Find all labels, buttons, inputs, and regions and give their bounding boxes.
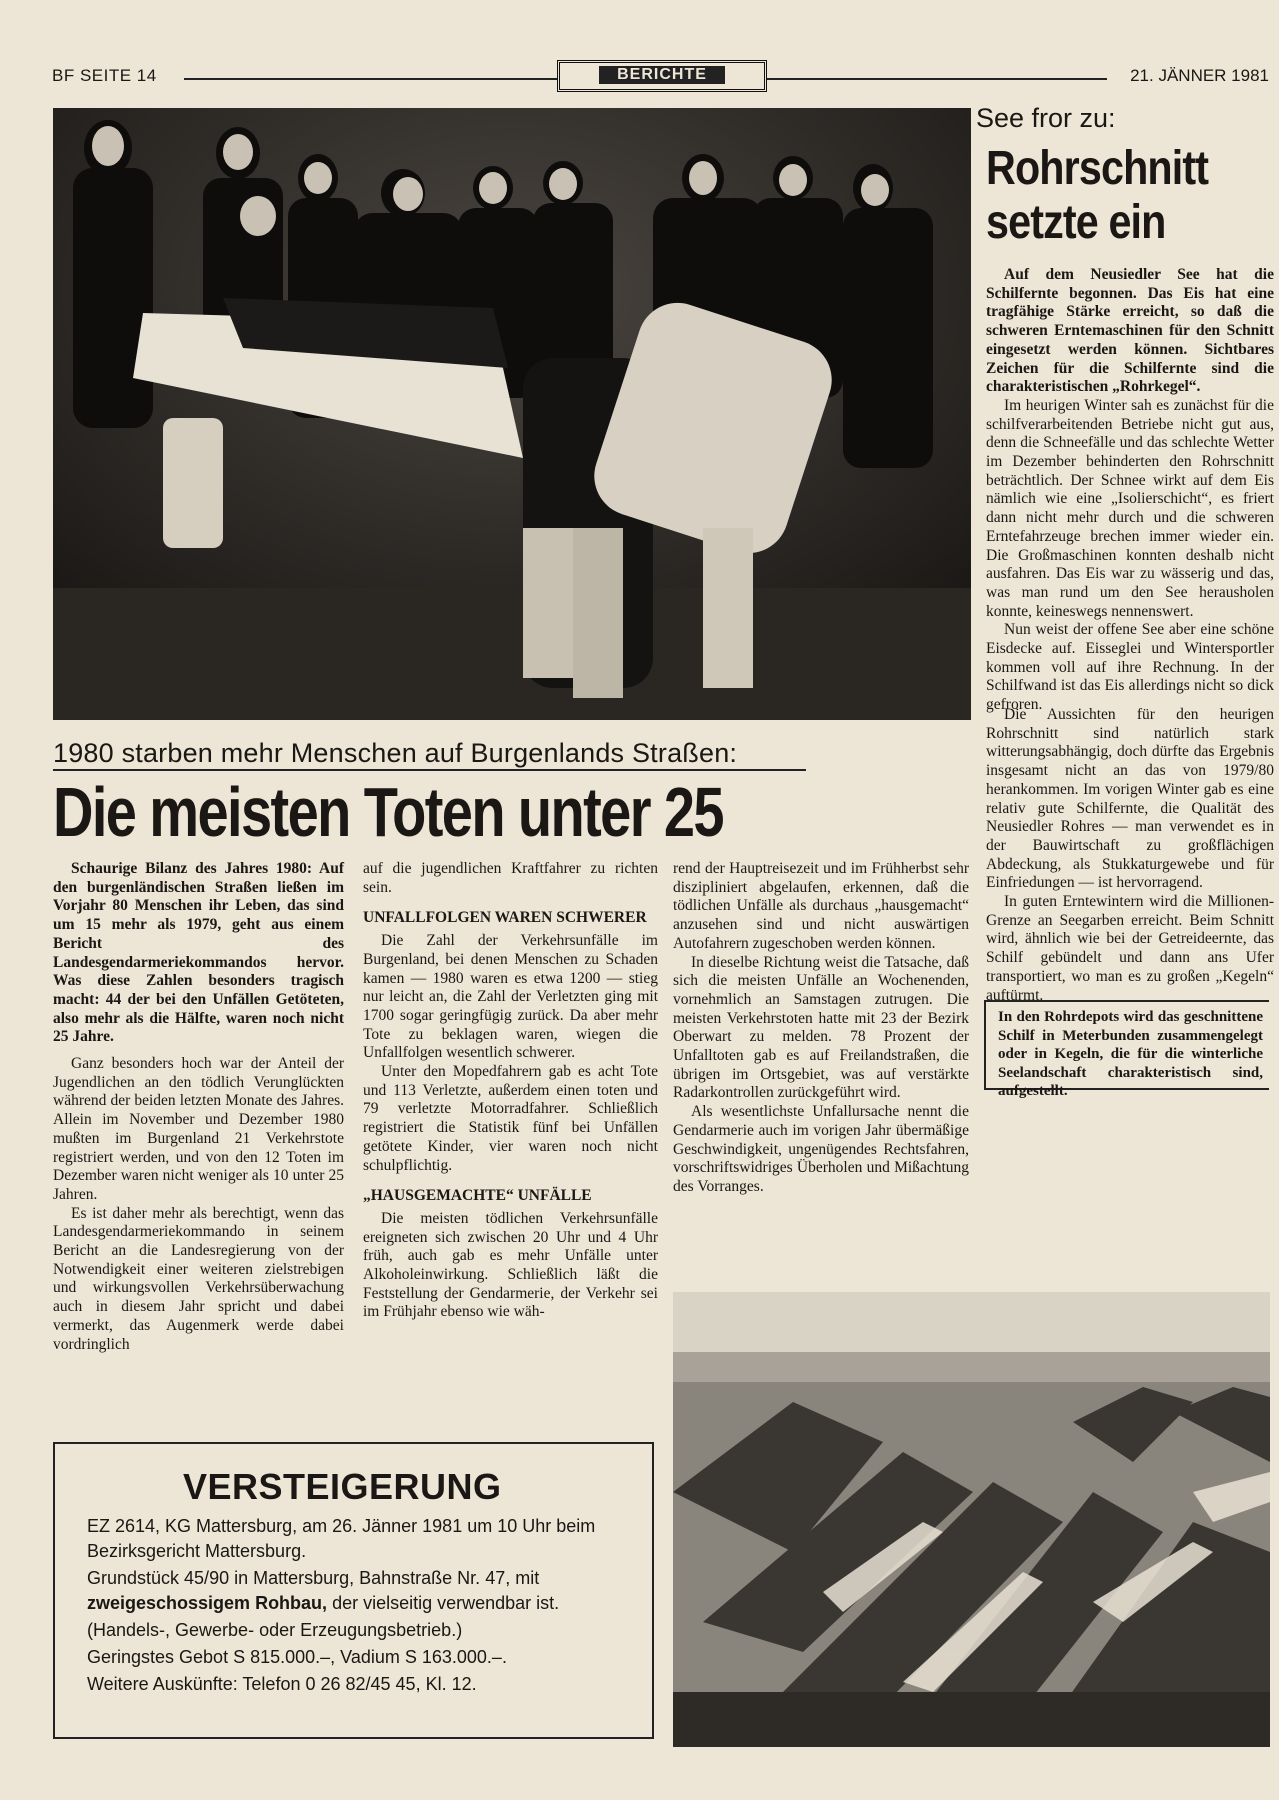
sidebar-lead: Auf dem Neusiedler See hat die Schilfernte begonnen. Das Eis hat eine tragfähige Stärke erreicht, so daß die schweren Erntemaschinen für den Schnitt eingesetzt werden können. Sichtbares Zeichen für die Schilfernte sind die charakteristischen „Rohrkegel“.	[986, 266, 1274, 396]
article-paragraph: Ganz besonders hoch war der Anteil der Jugendlichen an den tödlich Verunglückten während der beiden letzten Monate des Jahres. Allein im November und Dezember 1980 mußten im Burgenland 21 Verkehrstote registriert werden, und von den 12 Toten im Dezember waren nicht weniger als 10 unter 25 Jahren.	[53, 1055, 344, 1203]
section-label: BERICHTE	[599, 66, 725, 84]
sidebar-paragraph: In guten Erntewintern wird die Millionen-Grenze an Seegarben erreicht. Beim Schnitt wird, ähnlich wie bei der Getreideernte, das Schilf gebündelt und dann ans Ufer transportiert, wo man es zu großen „Kegeln“ auftürmt.	[986, 893, 1274, 1004]
ad-line	[87, 1566, 607, 1616]
ad-line: Weitere Auskünfte: Telefon 0 26 82/45 45, Kl. 12.	[87, 1674, 477, 1694]
main-headline: Die meisten Toten unter 25	[53, 773, 723, 851]
article-subhead: „HAUSGEMACHTE“ UNFÄLLE	[363, 1187, 592, 1205]
ad-title: VERSTEIGERUNG	[183, 1466, 502, 1507]
ad-line: EZ 2614, KG Mattersburg, am 26. Jänner 1981 um 10 Uhr beim Bezirksgericht Mattersburg.	[87, 1516, 596, 1561]
article-paragraph: Die meisten tödlichen Verkehrsunfälle ereigneten sich zwischen 20 Uhr und 4 Uhr früh, auch gab es mehr Unfälle unter Alkoholeinwirkung. Schließlich läßt die Feststellung der Gendarmerie, der Verkehr sei im Frühjahr ebenso wie wäh-	[363, 1209, 658, 1321]
page-number: BF SEITE 14	[52, 66, 157, 85]
article-paragraph: Die Zahl der Verkehrsunfälle im Burgenland, bei denen Menschen zu Schaden kamen — 1980 waren es etwa 1200 — stieg nur leicht an, die Zahl der Verletzten ging mit 1700 sogar geringfügig zurück. Da aber mehr Tote zu beklagen waren, wiegen die Unfallfolgen wesentlich schwerer.	[363, 932, 658, 1062]
header-rule-right	[767, 78, 1107, 80]
header-rule-left	[184, 78, 557, 80]
auction-ad	[53, 1442, 654, 1739]
article-column-1	[53, 860, 344, 1354]
ad-line: Geringstes Gebot S 815.000.–, Vadium S 163.000.–.	[87, 1647, 507, 1667]
sidebar-headline	[986, 142, 1208, 250]
sidebar-paragraph: Im heurigen Winter sah es zunächst für die schilfverarbeitenden Betriebe nicht gut aus, denn die Schneefälle und das schlechte Wetter im Dezember behinderten den Rohrschnitt beträchtlich. Der Schnee wirkt auf dem Eis nämlich wie eine „Isolierschicht“, es friert dann nicht mehr durch und die schweren Erntefahrzeuge brechen immer wieder ein. Die Großmaschinen konnten deshalb nicht ausfahren. Das Eis war zu wässerig und das, was man rund um den See herausholen konnte, keineswegs nennenswert.	[986, 396, 1274, 620]
article-paragraph: Es ist daher mehr als berechtigt, wenn das Landesgendarmeriekommando in seinem Bericht an die Landesregierung von der Notwendigkeit einer weiteren zielstrebigen und wirkungsvollen Verkehrsüberwachung auch in diesem Jahr spricht und dabei vermerkt, das Augenmerk werde dabei vordringlich	[53, 1204, 344, 1353]
main-kicker: 1980 starben mehr Menschen auf Burgenlands Straßen:	[53, 738, 738, 768]
sidebar-paragraph: Nun weist der offene See aber eine schöne Eisdecke auf. Eisseglei und Wintersportler kommen voll auf ihre Rechnung. In der Schilfwand ist das Eis allerdings nicht so dick gefroren.	[986, 621, 1274, 714]
ad-body	[87, 1514, 607, 1699]
sidebar-headline-line2: setzte ein	[986, 196, 1166, 249]
ad-line: (Handels-, Gewerbe- oder Erzeugungsbetrieb.)	[87, 1620, 463, 1640]
article-paragraph: In dieselbe Richtung weist die Tatsache, daß sich die meisten Unfälle an Wochenenden, vornehmlich an Samstagen zutrugen. Die meisten Verkehrstoten hatte mit 23 der Bezirk Oberwart zu melden. 78 Prozent der Unfalltoten gab es auf Freilandstraßen, die übrigen im Ortsgebiet, was auf verstärkte Radarkontrollen zurückgeführt wird.	[673, 953, 969, 1102]
article-subhead: UNFALLFOLGEN WAREN SCHWERER	[363, 909, 647, 927]
article-paragraph: Als wesentlichste Unfallursache nennt die Gendarmerie auch im vorigen Jahr übermäßige Geschwindigkeit, ungenügendes Rechtsfahren, vorschriftswidriges Überholen und Mißachtung des Vorranges.	[673, 1103, 969, 1195]
ad-line-text: der vielseitig verwendbar ist.	[327, 1593, 560, 1613]
sidebar-body-top	[986, 266, 1274, 714]
ad-line-text: Grundstück 45/90 in Mattersburg, Bahnstraße Nr. 47, mit	[87, 1568, 540, 1588]
photo-caption: In den Rohrdepots wird das geschnittene Schilf in Meterbunden zusammengelegt oder in Kegeln, die für die winterliche Seelandschaft charakteristisch sind, aufgestellt.	[984, 1000, 1269, 1090]
sidebar-body-bottom	[986, 706, 1274, 1004]
sidebar-paragraph: Die Aussichten für den heurigen Rohrschnitt sind natürlich stark witterungsabhängig, doch dürfte das Ergebnis insgesamt nicht an das von 1979/80 herankommen. Im vorigen Winter gab es eine relativ gute Schilfernte, die Qualität des Neusiedler Rohres — man verwendet es in der Bauwirtschaft zu großflächigen Abdeckung, als Stukkaturgewebe und für Einfriedungen — ist hervorragend.	[986, 706, 1274, 892]
reed-cones-photo	[673, 1292, 1270, 1747]
funeral-photo	[53, 108, 971, 720]
section-label-box	[557, 60, 767, 92]
sidebar-kicker: See fror zu:	[976, 103, 1116, 133]
sidebar-headline-line1: Rohrschnitt	[986, 142, 1209, 195]
article-column-2	[363, 860, 658, 1322]
article-paragraph: Unter den Mopedfahrern gab es acht Tote und 113 Verletzte, außerdem einen toten und 79 verletzte Motorradfahrer. Schließlich registriert die Statistik fünf bei Unfällen getötete Kinder, vier waren noch nicht schulpflichtig.	[363, 1063, 658, 1174]
ad-line-bold: zweigeschossigem Rohbau,	[87, 1593, 328, 1613]
issue-date: 21. JÄNNER 1981	[1130, 66, 1269, 85]
article-lead: Schaurige Bilanz des Jahres 1980: Auf den burgenländischen Straßen ließen im Vorjahr 80 Menschen ihr Leben, das sind um 15 mehr als 1979, geht aus einem Bericht des Landesgendarmeriekommandos hervor. Was diese Zahlen besonders tragisch macht: 44 der bei den Unfällen Getöteten, also mehr als die Hälfte, waren noch nicht 25 Jahre.	[53, 860, 344, 1046]
article-paragraph: auf die jugendlichen Kraftfahrer zu richten sein.	[363, 860, 658, 896]
article-column-3	[673, 860, 969, 1197]
article-paragraph: rend der Hauptreisezeit und im Frühherbst sehr diszipliniert abgelaufen, erkennen, daß die tödlichen Unfälle als durchaus „hausgemacht“ anzusehen sind und nicht auswärtigen Autofahrern zugeschoben werden können.	[673, 860, 969, 952]
kicker-rule	[53, 769, 806, 771]
